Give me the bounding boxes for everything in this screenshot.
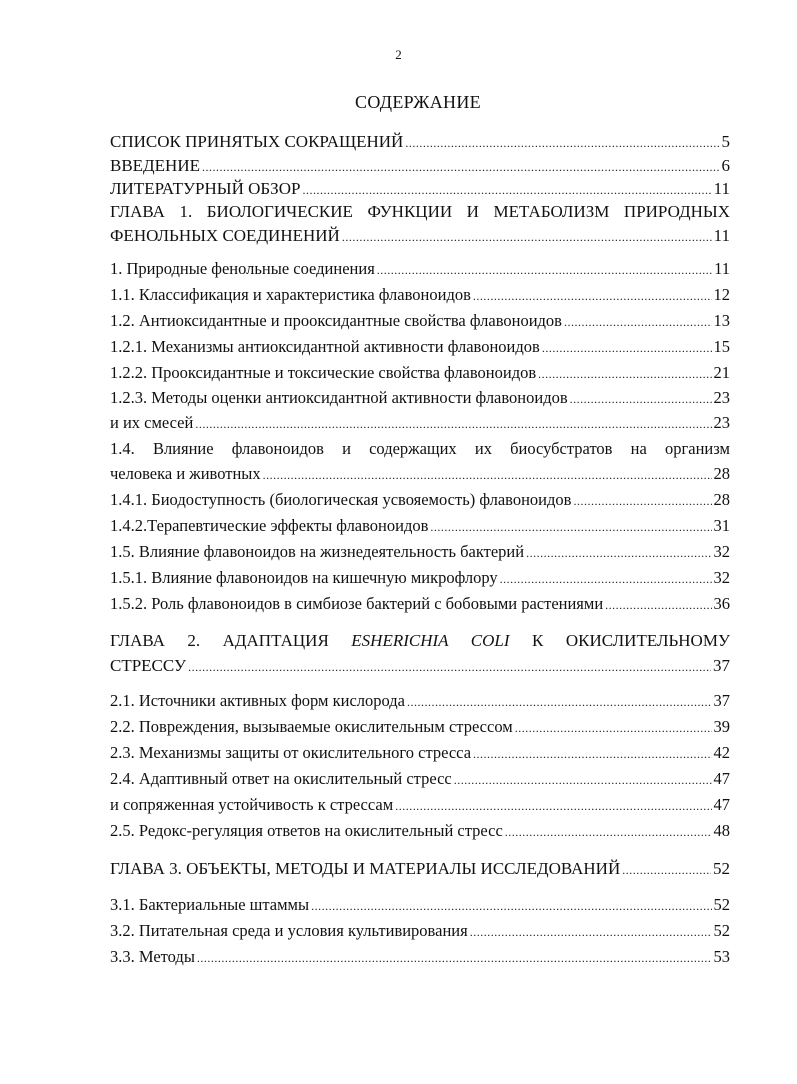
toc-entry-title: СТРЕССУ [110, 656, 187, 675]
dot-leader [622, 859, 711, 881]
toc-entry [110, 155, 730, 178]
toc-entry [110, 515, 730, 538]
toc-entry [110, 489, 730, 512]
toc-entry [110, 946, 730, 969]
toc-entry-page: 47 [713, 795, 730, 814]
toc-entry-title: 1.5.1. Влияние флавоноидов на кишечную микрофлору [110, 568, 498, 587]
toc-entry-title: СПИСОК ПРИНЯТЫХ СОКРАЩЕНИЙ [110, 132, 404, 151]
toc-entry-page: 32 [713, 542, 730, 561]
dot-leader [605, 594, 711, 616]
toc-entry-page: 11 [713, 179, 730, 198]
dot-leader [202, 156, 720, 178]
toc-entry-title: ВВЕДЕНИЕ [110, 156, 200, 175]
toc-entry-page: 6 [721, 156, 730, 175]
toc-entry [110, 131, 730, 154]
dot-leader [573, 490, 711, 512]
toc-entry-line1: 1.4. Влияние флавоноидов и содержащих их биосубстратов на организм [110, 439, 730, 458]
toc-entry-page: 36 [713, 594, 730, 613]
toc-entry [110, 178, 730, 201]
toc-entry-title: 1.1. Классификация и характеристика флавоноидов [110, 285, 471, 304]
toc-entry [110, 336, 730, 359]
dot-leader [454, 769, 712, 791]
toc-entry-page: 52 [713, 895, 730, 914]
toc-entry [110, 820, 730, 843]
toc-entry-title: 1.5. Влияние флавоноидов на жизнедеятельность бактерий [110, 542, 525, 561]
dot-leader [377, 259, 712, 281]
toc-entry [110, 284, 730, 307]
chapter2-organism-name: ESHERICHIA COLI [351, 631, 510, 650]
toc-entry-page: 11 [713, 226, 730, 245]
toc-entry-title: ГЛАВА 3. ОБЪЕКТЫ, МЕТОДЫ И МАТЕРИАЛЫ ИССЛЕДОВАНИЙ [110, 859, 621, 878]
toc-entry-line1 [110, 630, 730, 652]
toc-entry-page: 31 [713, 516, 730, 535]
toc-entry [110, 541, 730, 564]
toc-title: СОДЕРЖАНИЕ [355, 92, 481, 112]
dot-leader [505, 821, 712, 843]
toc-entry-page: 28 [713, 464, 730, 483]
toc-entry [110, 225, 730, 248]
toc-entry-page: 52 [713, 921, 730, 940]
toc-entry [110, 768, 730, 791]
toc-entry [110, 794, 730, 817]
toc-entry-title: 1.2.2. Прооксидантные и токсические свойства флавоноидов [110, 363, 537, 382]
dot-leader [188, 656, 711, 678]
dot-leader [302, 179, 711, 201]
dot-leader [564, 311, 712, 333]
toc-entry-title: 2.5. Редокс-регуляция ответов на окислительный стресс [110, 821, 503, 840]
toc-entry-title: 1. Природные фенольные соединения [110, 259, 375, 278]
toc-entry-title: 1.2. Антиоксидантные и прооксидантные свойства флавоноидов [110, 311, 562, 330]
toc-entry [110, 310, 730, 333]
toc-entry-title: 1.5.2. Роль флавоноидов в симбиозе бактерий с бобовыми растениями [110, 594, 604, 613]
page-number: 2 [395, 47, 402, 62]
toc-entry [110, 716, 730, 739]
toc-entry-title: 1.2.1. Механизмы антиоксидантной активности флавоноидов [110, 337, 540, 356]
dot-leader [542, 337, 712, 359]
toc-entry-page: 39 [713, 717, 730, 736]
toc-entry-page: 52 [713, 859, 730, 878]
toc-entry-title: 2.1. Источники активных форм кислорода [110, 691, 406, 710]
toc-entry-page: 42 [713, 743, 730, 762]
toc-entry-title: 2.2. Повреждения, вызываемые окислительным стрессом [110, 717, 513, 736]
toc-entry-page: 5 [721, 132, 730, 151]
toc-entry-title: и их смесей [110, 413, 194, 432]
dot-leader [407, 691, 711, 713]
dot-leader [197, 947, 712, 969]
toc-entry-page: 12 [713, 285, 730, 304]
dot-leader [395, 795, 711, 817]
toc-entry-page: 15 [713, 337, 730, 356]
toc-entry [110, 258, 730, 281]
toc-entry-page: 37 [713, 691, 730, 710]
toc-entry-page: 11 [714, 259, 730, 278]
dot-leader [263, 464, 712, 486]
dot-leader [342, 226, 712, 248]
dot-leader [195, 413, 711, 435]
toc-entry-title: 2.3. Механизмы защиты от окислительного стресса [110, 743, 472, 762]
toc-entry-title: ЛИТЕРАТУРНЫЙ ОБЗОР [110, 179, 301, 198]
toc-entry-title: и сопряженная устойчивость к стрессам [110, 795, 394, 814]
toc-entry-title: 3.1. Бактериальные штаммы [110, 895, 310, 914]
toc-entry-page: 47 [713, 769, 730, 788]
toc-entry [110, 593, 730, 616]
toc-entry [110, 858, 730, 881]
dot-leader [405, 132, 719, 154]
toc-entry [110, 412, 730, 435]
toc-entry [110, 894, 730, 917]
toc-entry-page: 28 [713, 490, 730, 509]
toc-entry [110, 463, 730, 486]
dot-leader [526, 542, 711, 564]
dot-leader [500, 568, 712, 590]
chapter2-line-prefix: ГЛАВА 2. АДАПТАЦИЯ [110, 631, 352, 650]
toc-entry-page: 13 [713, 311, 730, 330]
toc-entry [110, 362, 730, 385]
toc-entry [110, 920, 730, 943]
toc-entry-title: ФЕНОЛЬНЫХ СОЕДИНЕНИЙ [110, 226, 340, 245]
toc-entry-page: 48 [713, 821, 730, 840]
toc-entry-title: 1.2.3. Методы оценки антиоксидантной активности флавоноидов [110, 388, 568, 407]
toc-entry-page: 21 [713, 363, 730, 382]
toc-entry [110, 567, 730, 590]
toc-entry-title: 3.2. Питательная среда и условия культивирования [110, 921, 468, 940]
toc-entry-page: 23 [713, 388, 730, 407]
toc-entry-line1: ГЛАВА 1. БИОЛОГИЧЕСКИЕ ФУНКЦИИ И МЕТАБОЛИЗМ ПРИРОДНЫХ [110, 202, 730, 221]
dot-leader [430, 516, 711, 538]
toc-entry [110, 742, 730, 765]
dot-leader [473, 285, 712, 307]
toc-entry-page: 53 [713, 947, 730, 966]
toc-entry [110, 690, 730, 713]
dot-leader [470, 921, 712, 943]
toc-entry-title: 2.4. Адаптивный ответ на окислительный стресс [110, 769, 452, 788]
chapter2-line-suffix: К ОКИСЛИТЕЛЬНОМУ [509, 631, 730, 650]
toc-entry-page: 32 [713, 568, 730, 587]
toc-entry-title: 3.3. Методы [110, 947, 195, 966]
toc-entry-title: 1.4.1. Биодоступность (биологическая усвояемость) флавоноидов [110, 490, 572, 509]
toc-entry-title: человека и животных [110, 464, 261, 483]
dot-leader [570, 388, 712, 410]
toc-entry [110, 655, 730, 678]
toc-entry-page: 37 [713, 656, 730, 675]
toc-entry-page: 23 [713, 413, 730, 432]
dot-leader [515, 717, 712, 739]
dot-leader [473, 743, 711, 765]
toc-entry [110, 387, 730, 410]
dot-leader [538, 363, 711, 385]
dot-leader [311, 895, 711, 917]
toc-entry-title: 1.4.2.Терапевтические эффекты флавоноидов [110, 516, 429, 535]
